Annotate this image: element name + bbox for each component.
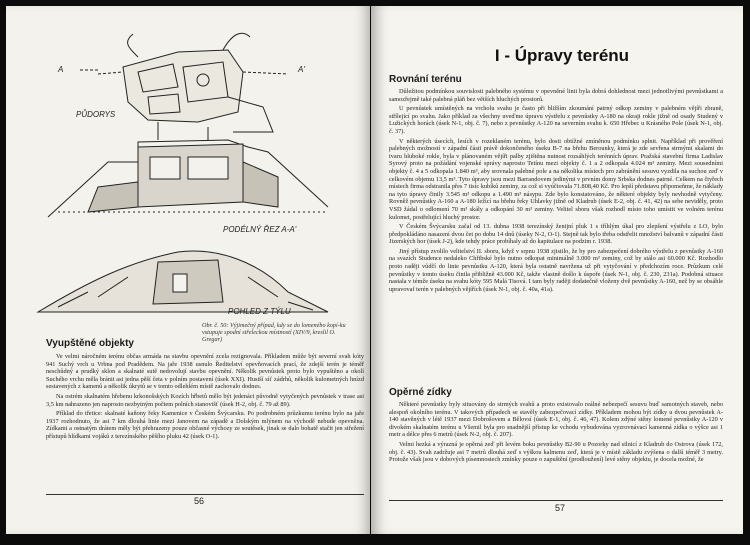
- rear-view-drawing: [38, 251, 328, 312]
- paragraph: Ve velmi náročném terénu občas armáda na stavbu opevnění zcela rezignovala. Příkladem může být severní svah kóty 941 Suchý vrch u Vrbna pod Pradědem. Na jaře 1938 usnulo Ředitelství opevňovacích prací, že zdejší terén je téměř neschůdný a prudký sklon a skalnaté sutě nedovolují stavbu opevnění. Několik pevnůstek proto bylo vypuštěno a okolí Suchého vrchu měla bránit asi jedna pěší četa v polním postavení (úsek XXI). Hustší síť zádrhů, několik kulometných hnízd sestavených z kamenů a několik úkrytů se v tomto odlehlém místě zachovalo dodnes.: [46, 353, 364, 391]
- section-a2-label: A': [298, 65, 305, 74]
- paragraph: Velmi hezká a výrazná je opěrná zeď při levém boku pevnůstky B2-90 u Pozorky nad silnicí z Kladrub do Ostrova (úsek 172, obj. č. 43). Svah zadržuje asi 7 metrů dlouhá zeď s výškou kalmenu zeď, která je v místě základu zvýšena o další téměř 3 metry. Protože však jsou v dobových písemnostech zmínky pouze o zapuštění (prodloužení) levé stěny objektu, je docela možné, že: [389, 440, 723, 464]
- paragraph: Příklad do třetice: skalnaté kaňony řeky Kamenice v Českém Švýcarsku. Po podrobném průzkumu terénu bylo na jaře 1937 rozhodnuto, že asi 7 km dlouhá linie mezi Janovem na západě a Dolským mlýnem na východě nebude opevněna. Zídkami a ostnatým drátem měly být přehrazeny pouze občasné výchozy ze soutěsek, jinak se dalo bohatě stačit jen střežení přístupů hlídkami vojáků z terezínského pěšího pluku 42 (úsek O-1).: [46, 410, 364, 440]
- section-heading: Rovnání terénu: [389, 74, 462, 85]
- section-body: [389, 88, 723, 295]
- footer-rule: [46, 494, 364, 495]
- section-heading: Opěrné zídky: [389, 387, 452, 398]
- paragraph: Důležitou podmínkou souvislosti palebného systému v opevněné linii byla dobrá dohlednost mezi jednotlivými pevnůstkami a samozřejmě také palebná pláň bez větších hluchých prostorů.: [389, 88, 723, 103]
- bunker-illustration: [28, 12, 356, 332]
- paragraph: Na ostrém skalnatém hřebenu krkonošských Kozích hřbetů mělo být jedenáct původně vytyčených pevnůstek v trase asi 3,5 km nahrazeno jen naprosto nezbytným počtem polních stanovišť (úsek H-2, obj. č. 79 až 89).: [46, 392, 364, 408]
- paragraph: V některých úsecích, lesích v rozeklaném terénu, bylo dosti obtížné zmíněnou podmínku splnit. Například při prověření palebných možností v západní části právě dokončeného úseku B-7 na břehu Berounky, která je zde sevřena strmými skalami do tvaru hluboké rokle, byla v plánovaném vějíři palby zjištěna nutnost rozsáhlých terénních úprav. Pražská stavební firma Ladislav Syrový proto na požádání vojenské správy naprosto Tetínu mezi objekty č. 1 a 2 odkopala 4.024 m³ zeminy. Mezi sousedními objekty č. 4 a 5 odkopala 1.840 m³, aby srovnala palebné pole a na několika místech pro zabránění sesuvu vyzdila na suchou zeď v celkovém objemu 13,5 m³. Tyto úpravy jsou mezi Barrandovem jedinými v prvním domy Srbska dodnes patrné. Celkem na čtyřech místech firma odstranila přes 7 tisíc kubíků zeminy, za což si vyúčtovala 71.808,40 Kč. Pro lepší představu připomeňme, že náklady na tyto úpravy činily 3.545 m³ odkopu a 1.490 m³ násypu. Zde bylo konstatováno, že některé objekty byly nevhodně vytyčeny. Rovněž pevnůstky A-160 a A-180 ležící na břehu řeky Uhlavky jižně od Kladrub (úsek E-2, obj. č. 41, 42) na sebe neviděly, proto VSD žádal o odlomení 70 m³ skály a odkopání 30 m³ zeminy. Velitel sboru však rozhodl místo toho umístit ve volném terénu kulomet, postřelující hluchý prostor.: [389, 137, 723, 221]
- footer-rule: [389, 500, 723, 501]
- bunker-drawing: [28, 12, 356, 332]
- section-label: PODÉLNÝ ŘEZ A-A': [223, 225, 297, 234]
- paragraph: Jiný přístup zvolilo velitelství II. sboru, když v srpnu 1938 zjistilo, že by pro zabezpečení dobrého výstřelu z pevnůstky A-160 na svazích Studence nedaleko Chřibské bylo nutno odkopat minimálně 3.000 m³ zeminy, což by stálo asi 60.000 Kč. Rozhodlo proto raději vůdčí do linie pevnůstku A-120, která byla ostatně navržena už při vytyčování v předchozím roce. Průzkum celé pevnůstky v tomto úseku činila přibližně 43.000 Kč, takže vlastně došlo k úspoře (úsek N-1, obj. č. 230, 231a). Podobná situace nastala v témže úseku na svahu kóty 595 Malá Tisová. I tam byly raději dodatečně vloženy dvě pevnůstky A-160, než by se obsáhle upravovaf terén v palebných vějířích (úsek N-1, obj. č. 40a, 41a).: [389, 247, 723, 293]
- rear-view-label: POHLED Z TÝLU: [228, 307, 291, 316]
- right-page: [371, 6, 743, 534]
- page-number: 57: [555, 503, 566, 513]
- page-number: 56: [194, 496, 205, 506]
- section-a-label: A: [58, 65, 64, 74]
- longitudinal-section-drawing: [48, 122, 328, 217]
- paragraph: V Českém Švýcarsku začal od 13. dubna 1938 terezínský ženijní pluk 1 s tříhlým úkal pro zlepšení výstřelu z LO, bylo předpokládáno nasazení dvou čet po dobu 14 dnů (úseky N-2, O-1). Stejně tak bylo třeba odstřelit množství balvanů v západní části Jizerských hor (úsek J-2), kde tehdy práce probíhaly až do kapitulace na podzim r. 1938.: [389, 223, 723, 246]
- left-body-text: [46, 353, 364, 443]
- section-heading: Vyupštěné objekty: [46, 338, 134, 349]
- chapter-title: I - Úpravy terénu: [494, 46, 630, 65]
- left-page: [6, 6, 370, 534]
- paragraph: Některé pevnůstky byly situovány do strmých svahů a proto existovalo reálné nebezpečí sesuvu buď samotných staveb, nebo alespoň okolního terénu. V takových případech se stavěly zabezpečovací zídky. Příkladem mohou být zídky u dvou pevnůstek A-140 stavěných v létě 1937 mezi Dobrošovem a Bělovsí (úsek E-1, obj. č. 46, 47). Kolem zdýné stěny lomené pevnůstky A-120 v divokém skalnatém terénu u Všemil byla pro snadnější přístup ke vchodu vybudována vyzrovnávací kamenná zídka o výšce asi 1 metr a délce přes 6 metrů (úsek N-2, obj. č. 207).: [389, 401, 723, 439]
- section-body: [389, 401, 723, 466]
- paragraph: U pevnůstek umístěných na vrcholu svahu je často při bližším zkoumání patrný odkop zeminy v palebném vějíři zbraně, střílející po svahu. Jako příklad za všechny uveďme úpravu výstřelu z pevnůstky A-180 na okraji rokle jižně od osady Studený v Lužických horách (úsek N-1, obj. č. 7), nebo z pevnůstky A-120 na severním svahu k. 650 Hřebec u Krásného Pole (úsek N-1, obj. č. 37).: [389, 105, 723, 135]
- floor-plan-label: PŮDORYS: [76, 110, 116, 119]
- figure-caption: Obr. č. 50: Výjimečný případ, kdy se do lomeného kopí-ku vstupuje spodní střeleckou místností (XIV/9, kreslil O. Gregar): [202, 322, 346, 344]
